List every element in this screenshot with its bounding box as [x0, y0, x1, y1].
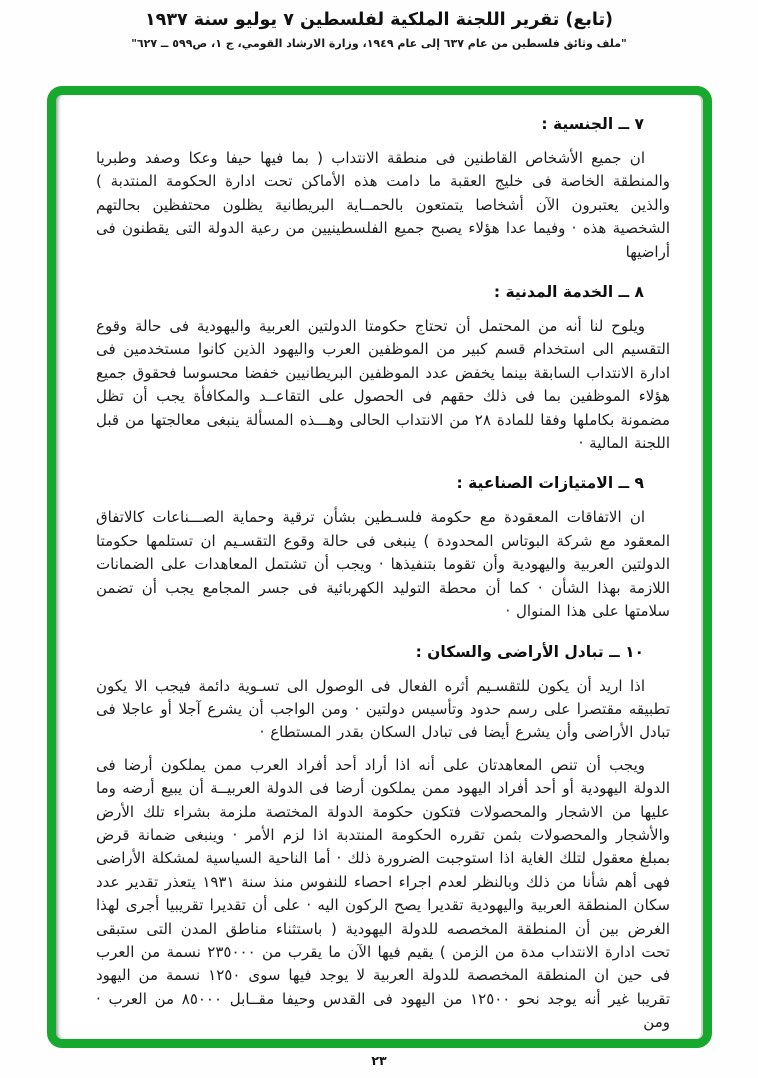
- document-body: [56, 95, 703, 1039]
- section-10-exchange-land-population-heading: ١٠ ــ تبادل الأراضى والسكان :: [415, 642, 644, 661]
- document-header: [0, 0, 758, 50]
- document-source-citation: "ملف وثائق فلسطين من عام ٦٣٧ إلى عام ١٩٤٩، وزارة الارشاد القومي، ج ١، ص٥٩٩ ــ ٦٢٧": [131, 37, 627, 50]
- section-8-paragraph-1: ويلوح لنا أنه من المحتمل أن تحتاج حكومتا الدولتين العربية واليهودية فى حالة وقوع التقسيم الى استخدام قسم كبير من الموظفين العرب واليهود الذين كانوا مستخدمين فى ادارة الانتداب السابقة بينما يخفض عدد الموظفين البريطانيين خفضا محسوسا فحقوق جميع هؤلاء الموظفين بما فى ذلك حقهم فى الحصول على التقاعــد والمكافأة يجب أن تظل مضمونة بكاملها وفقا للمادة ٢٨ من الانتداب الحالى وهـــذه المسألة ينبغى معالجتها من قبل اللجنة المالية ·: [96, 317, 671, 453]
- document-title: (تابع) تقرير اللجنة الملكية لفلسطين ٧ يوليو سنة ١٩٣٧: [144, 10, 614, 30]
- section-9-industrial-concessions-heading: ٩ ــ الامتيازات الصناعية :: [456, 474, 644, 493]
- section-10-paragraph-1: اذا اريد أن يكون للتقسـيم أثره الفعال فى الوصول الى تسـوية دائمة فيجب الا يكون تطبيقه مقتصرا على رسم حدود وتأسيس دولتين · ومن الواجب أن يشرع آجلا أو عاجلا فى تبادل الأراضى وأن يشرع أيضا فى تبادل السكان بقدر المستطاع ·: [96, 676, 670, 742]
- section-8-civil-service-heading: ٨ ــ الخدمة المدنية :: [493, 283, 644, 302]
- section-10-paragraph-2: ويجب أن تنص المعاهدتان على أنه اذا أراد أحد أفراد العرب ممن يملكون أرضا فى الدولة اليهودية أو أحد أفراد اليهود ممن يملكون أرضا فى الدولة العربيــة أن يبيع أرضه وما عليها من الاشجار والمحصولات فتكون حكومة الدولة المختصة ملزمة بشراء تلك الأرض والأشجار والمحصولات بثمن تقرره الحكومة المنتدبة اذا لزم الأمر · وينبغى ضمانة قرض بمبلغ معقول لتلك الغاية اذا استوجبت الضرورة ذلك · أما الناحية السياسية لمشكلة الأراضى فهى أهم شأنا من ذلك وبالنظر لعدم اجراء احصاء للنفوس منذ سنة ١٩٣١ يتعذر تقدير عدد سكان المنطقة العربية واليهودية تقديرا يصح الركون اليه · على أن تقديرا تقريبيا أجرى لهذا الغرض بين أن المنطقة المخصصه للدولة اليهودية ( باستثناء مناطق المدن التى ستبقى تحت ادارة الانتداب مدة من الزمن ) يقيم فيها الآن ما يقرب من ٢٣٥٠٠٠ نسمة من العرب فى حين ان المنطقة المخصصة للدولة العربية لا يوجد فيها سوى ١٢٥٠ نسمة من اليهود تقريبا غير أنه يوجد نحو ١٢٥٠٠ من اليهود فى القدس وحيفا مقــابل ٨٥٠٠٠ من العرب · ومن: [96, 755, 670, 1032]
- section-7-paragraph-1: ان جميع الأشخاص القاطنين فى منطقة الانتداب ( بما فيها حيفا وعكا وصفد وطبريا والمنطقة الخاصة فى خليج العقبة ما دامت هذه الأماكن تحت ادارة الحكومة المنتدبة ) والذين يعتبرون الآن أشخاصا يتمتعون بالحمــاية البريطانية يظلون محتفظين بحالتهم الشخصية هذه · وفيما عدا هؤلاء يصبح جميع الفلسطينيين من رعية الدولة التى يقطنون فى أراضيها: [96, 149, 670, 261]
- section-9-paragraph-1: ان الاتفاقات المعقودة مع حكومة فلسـطين بشأن ترقية وحماية الصـــناعات كالاتفاق المعقود مع شركة البوتاس المحدودة ) ينبغى فى حالة وقوع التقسـيم ان تستلمها حكومتا الدولتين العربية واليهودية وأن تقوما بتنفيذها · ويجب أن تشتمل المعاهدات على الضمانات اللازمة بهذا الشأن · كما أن محطة التوليد الكهربائية فى جسر المجامع يجب أن تضمن سلامتها على هذا المنوال ·: [96, 508, 670, 621]
- section-7-nationality-heading: ٧ ــ الجنسية :: [541, 115, 644, 133]
- page-number: ٢٣: [371, 1053, 387, 1068]
- green-border-frame: [47, 86, 712, 1048]
